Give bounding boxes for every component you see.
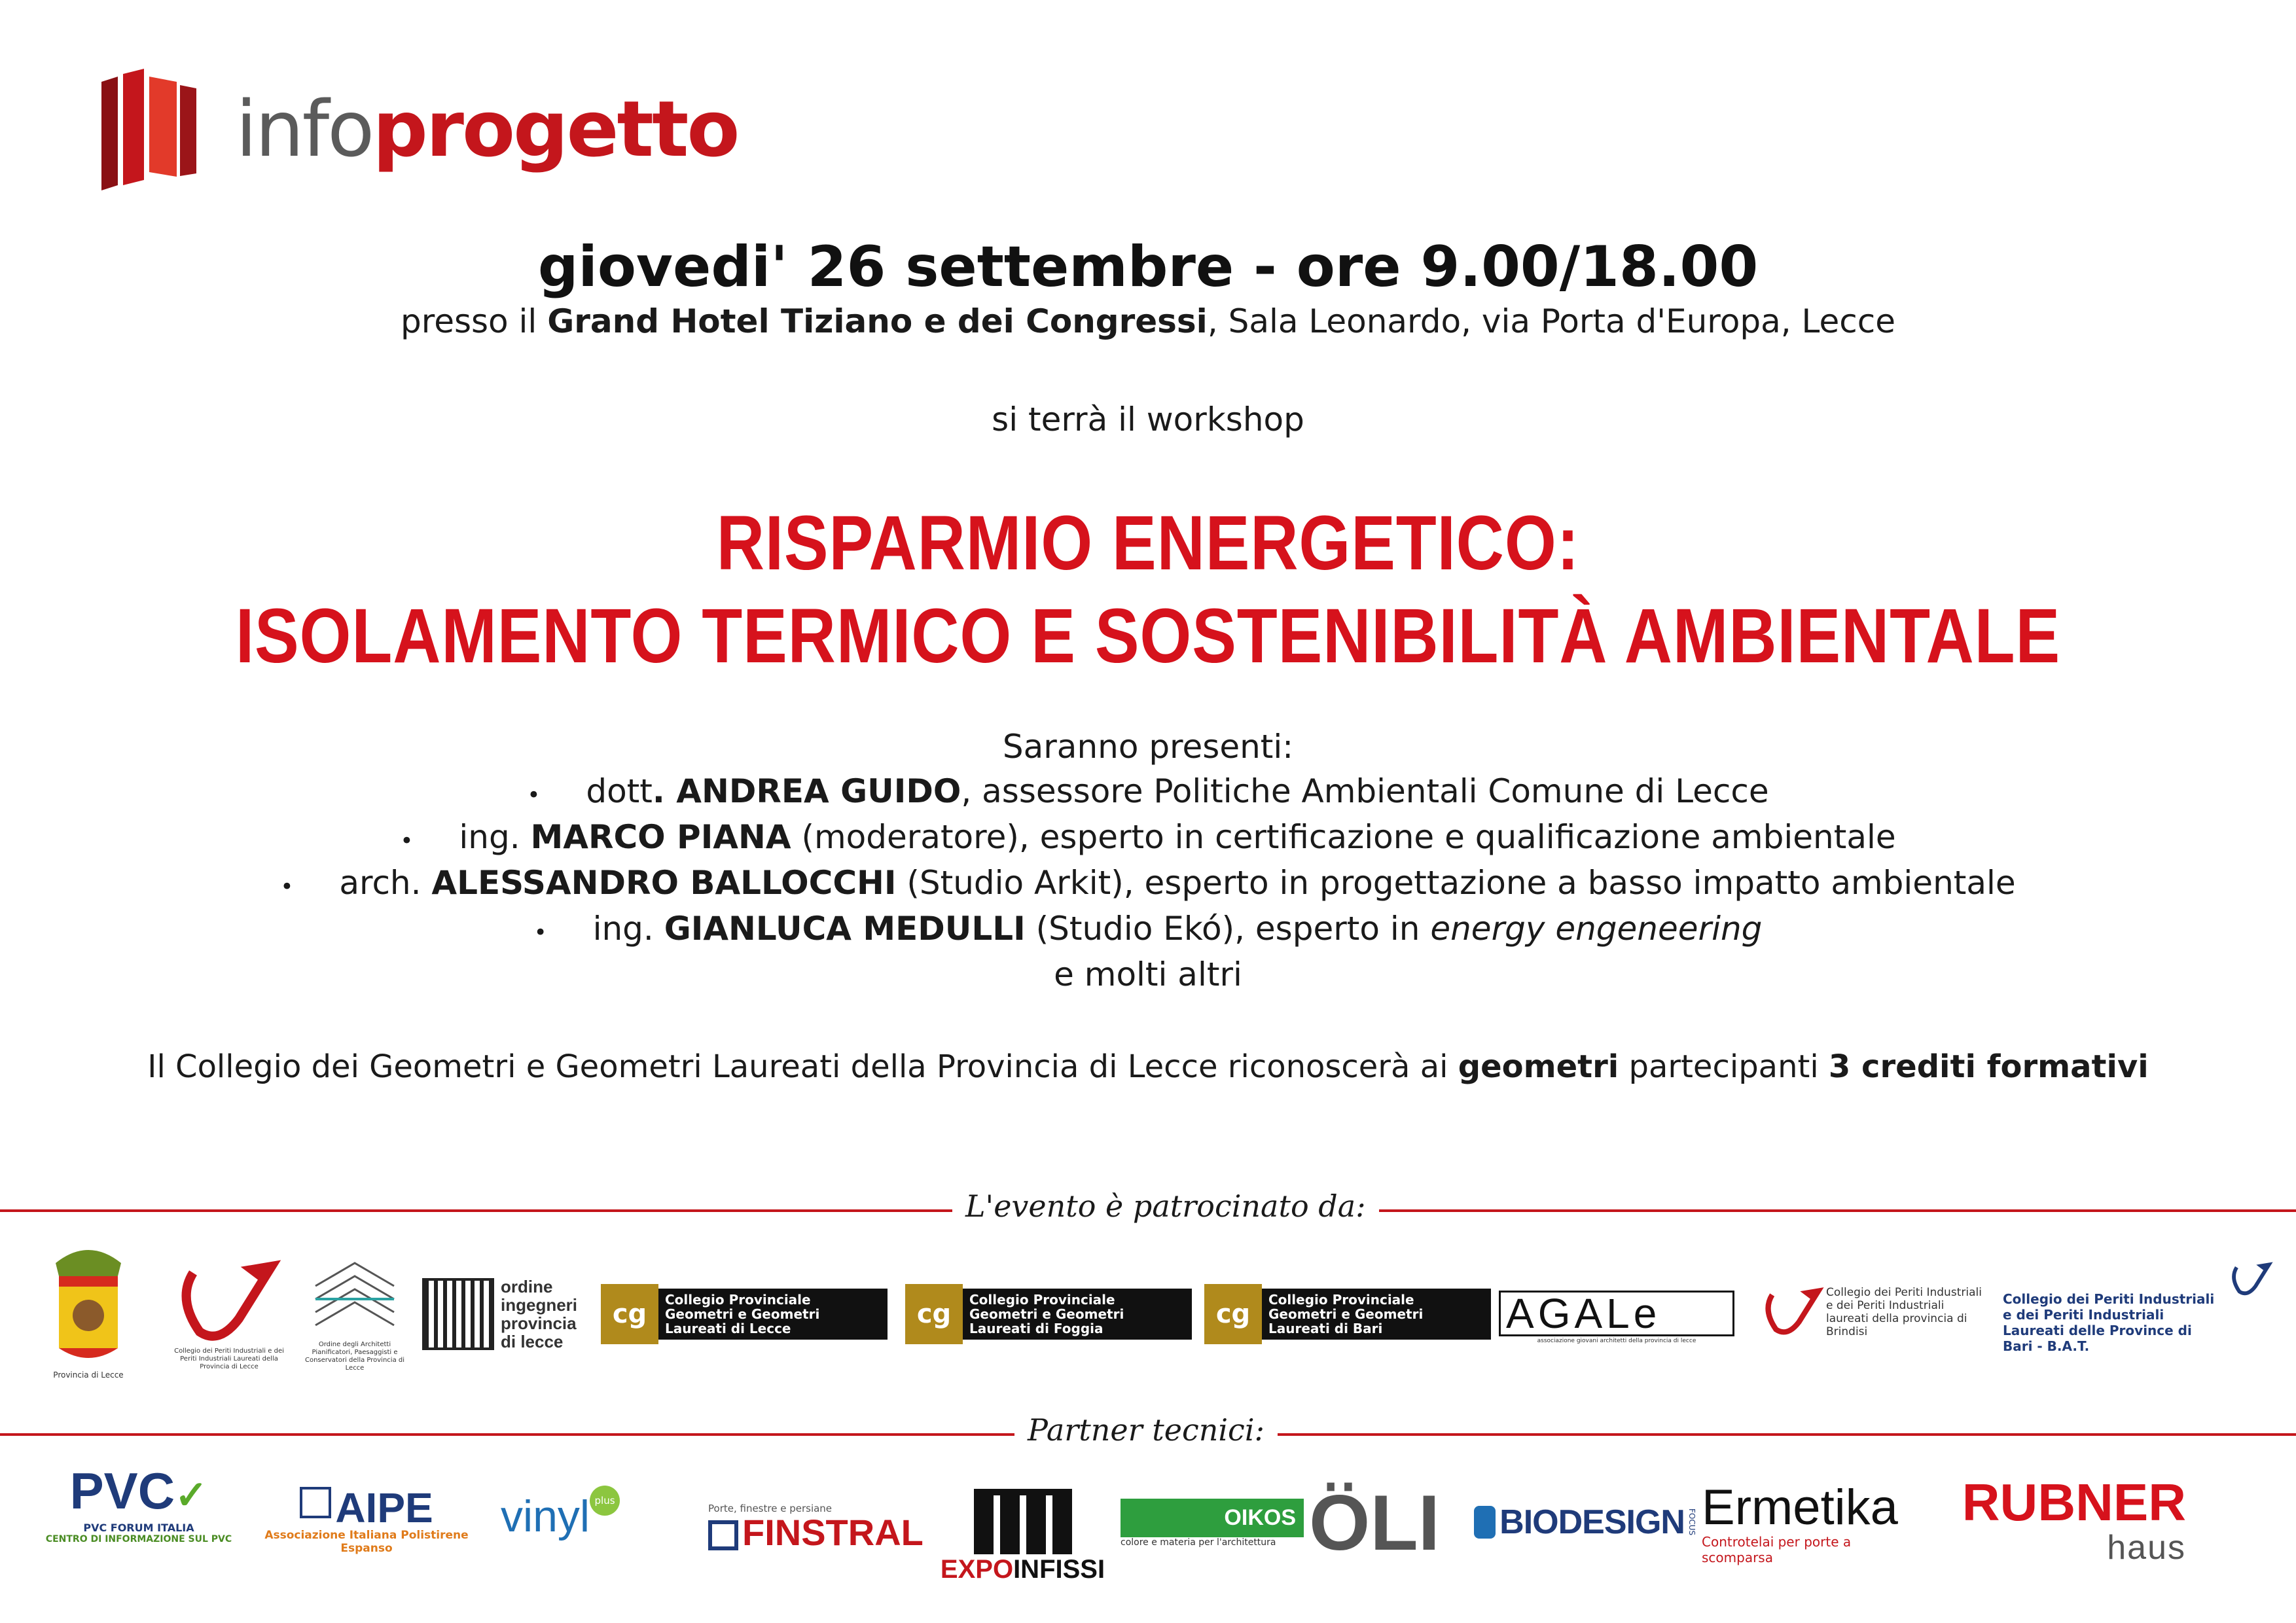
biodesign-mark-icon	[1474, 1506, 1496, 1539]
speaker-specialty: energy engeneering	[1430, 910, 1763, 948]
infoprogetto-wordmark	[236, 84, 738, 174]
speaker-name: ALESSANDRO BALLOCCHI	[431, 864, 897, 902]
speaker-item	[0, 864, 2296, 902]
pvc-forum-logo	[41, 1462, 237, 1544]
periti-bari-logo	[2003, 1260, 2271, 1358]
brand-part-progetto: progetto	[372, 84, 738, 174]
oikos-caption: colore e materia per l'architettura	[1121, 1537, 1276, 1548]
speaker-name: . ANDREA GUIDO	[652, 772, 961, 810]
event-venue	[0, 302, 2296, 340]
speaker-name: MARCO PIANA	[530, 818, 791, 856]
speaker-role: (Studio Ekó), esperto in	[1025, 910, 1431, 948]
expoinfissi-wordmark	[936, 1554, 1109, 1584]
architetti-lecce-logo	[302, 1260, 407, 1397]
oli-logo: ÖLI	[1309, 1479, 1440, 1567]
finstral-mark-icon	[708, 1520, 738, 1550]
geometri-lecce-logo	[601, 1284, 888, 1344]
speaker-role: (Studio Arkit), esperto in progettazione a basso impatto ambientale	[896, 864, 2016, 902]
agale-caption: associazione giovani architetti della provincia di lecce	[1537, 1338, 1696, 1344]
bullet: •	[527, 782, 541, 808]
speaker-role: (moderatore), esperto in certificazione e qualificazione ambientale	[791, 818, 1896, 856]
speakers-others: e molti altri	[1054, 955, 1242, 993]
pvc-sub1: PVC FORUM ITALIA	[83, 1522, 194, 1534]
ingegneri-lecce-logo	[422, 1273, 586, 1355]
vinyl-text: vinyl	[501, 1491, 590, 1541]
ingegneri-caption: ordine ingegneri provincia di lecce	[501, 1276, 578, 1351]
pvc-sub2: CENTRO DI INFORMAZIONE SUL PVC	[45, 1534, 232, 1544]
speakers-heading: Saranno presenti:	[1002, 728, 1294, 766]
infissi-text: INFISSI	[1013, 1555, 1105, 1584]
finstral-logo	[708, 1503, 931, 1551]
bullet: •	[400, 828, 414, 854]
credits-text: partecipanti	[1619, 1048, 1829, 1085]
coat-of-arms-icon	[36, 1237, 141, 1368]
patrons-label-wrap	[952, 1188, 1379, 1224]
biodesign-logo	[1474, 1503, 1696, 1542]
venue-prefix: presso il	[401, 302, 548, 340]
brand-part-info: info	[236, 84, 373, 174]
rubner-logo	[1937, 1473, 2186, 1567]
ingegneri-mark-icon	[422, 1278, 494, 1350]
geometri-bari-caption: Collegio Provinciale Geometri e Geometri Laureati di Bari	[1262, 1289, 1491, 1340]
pvc-wordmark	[41, 1462, 237, 1522]
workshop-title-line2: ISOLAMENTO TERMICO E SOSTENIBILITÀ AMBIENTALE	[235, 593, 2061, 679]
rubner-caption: haus	[2107, 1529, 2186, 1567]
periti-lecce-caption: Collegio dei Periti Industriali e dei Periti Industriali Laureati della Provincia di Lecce	[174, 1347, 284, 1370]
ermetika-wordmark: Ermetika	[1702, 1480, 1898, 1535]
expo-text: EXPO	[940, 1555, 1014, 1584]
aipe-logo	[239, 1484, 494, 1555]
rubner-wordmark: RUBNER	[1962, 1473, 2186, 1531]
event-date: giovedi' 26 settembre - ore 9.00/18.00	[537, 234, 1759, 300]
partners-label: Partner tecnici:	[1014, 1412, 1278, 1448]
aipe-wordmark	[239, 1484, 494, 1531]
workshop-title-line1: RISPARMIO ENERGETICO:	[716, 500, 1580, 586]
speaker-role: , assessore Politiche Ambientali Comune di Lecce	[961, 772, 1769, 810]
speaker-title: arch.	[339, 864, 432, 902]
speaker-title: dott	[586, 772, 653, 810]
geometri-bari-logo	[1204, 1284, 1491, 1344]
expoinfissi-logo	[936, 1489, 1109, 1584]
expoinfissi-mark-icon	[974, 1489, 1072, 1554]
agale-wordmark: AGALe	[1499, 1291, 1734, 1336]
periti-brindisi-logo	[1761, 1286, 1996, 1338]
geometri-foggia-caption: Collegio Provinciale Geometri e Geometri Laureati di Foggia	[963, 1289, 1192, 1340]
geometri-mark-icon: cg	[1204, 1284, 1262, 1344]
speaker-title: ing.	[592, 910, 664, 948]
aipe-caption: Associazione Italiana Polistirene Espanso	[264, 1529, 469, 1555]
infoprogetto-mark-icon	[92, 62, 209, 193]
periti-mark-icon	[1761, 1286, 1826, 1338]
periti-mark-icon	[173, 1260, 285, 1345]
periti-brindisi-caption: Collegio dei Periti Industriali e dei Periti Industriali laureati della provincia di Brindisi	[1826, 1286, 1982, 1338]
periti-mark-icon	[2229, 1260, 2274, 1299]
bullet: •	[533, 919, 547, 946]
bullet: •	[280, 874, 294, 900]
credits-text: Il Collegio dei Geometri e Geometri Laureati della Provincia di Lecce riconoscerà ai	[147, 1048, 1458, 1085]
speaker-item	[0, 818, 2296, 856]
aipe-text: AIPE	[335, 1484, 433, 1531]
credits-bold: geometri	[1458, 1048, 1619, 1085]
architetti-caption: Ordine degli Architetti Pianificatori, Paesaggisti e Conservatori della Provincia di Lecce	[304, 1341, 405, 1372]
pvc-text: PVC	[69, 1462, 175, 1520]
oikos-wordmark: OIKOS	[1121, 1499, 1304, 1537]
periti-lecce-logo	[173, 1260, 285, 1391]
speaker-name: GIANLUCA MEDULLI	[664, 910, 1026, 948]
venue-suffix: , Sala Leonardo, via Porta d'Europa, Lecce	[1207, 302, 1895, 340]
patrons-label: L'evento è patrocinato da:	[952, 1188, 1379, 1224]
vinylplus-logo	[501, 1486, 671, 1542]
speaker-title: ing.	[459, 818, 531, 856]
aipe-mark-icon	[300, 1487, 331, 1518]
geometri-foggia-logo	[905, 1284, 1192, 1344]
biodesign-text: BIODESIGN	[1499, 1503, 1685, 1541]
geometri-mark-icon: cg	[905, 1284, 963, 1344]
vinyl-plus-badge: plus	[590, 1486, 620, 1516]
periti-bari-caption: Collegio dei Periti Industriali e dei Periti Industriali Laureati delle Province di Bari - B.A.T.	[2003, 1291, 2215, 1354]
provincia-lecce-logo	[36, 1237, 141, 1394]
provincia-caption: Provincia di Lecce	[53, 1370, 124, 1380]
workshop-intro: si terrà il workshop	[992, 401, 1304, 438]
agale-logo	[1499, 1291, 1734, 1346]
check-icon: ✓	[175, 1473, 208, 1517]
finstral-wordmark	[708, 1514, 931, 1551]
venue-name: Grand Hotel Tiziano e dei Congressi	[547, 302, 1208, 340]
finstral-text: FINSTRAL	[742, 1512, 924, 1553]
partners-label-wrap	[1014, 1412, 1278, 1448]
speaker-item	[0, 772, 2296, 810]
speaker-item	[0, 910, 2296, 948]
biodesign-caption: FOCUS	[1687, 1508, 1696, 1536]
credits-note	[0, 1048, 2296, 1085]
geometri-lecce-caption: Collegio Provinciale Geometri e Geometri Laureati di Lecce	[658, 1289, 888, 1340]
ermetika-logo	[1702, 1482, 1924, 1565]
ermetika-caption: Controtelai per porte a scomparsa	[1702, 1534, 1852, 1565]
credits-bold: 3 crediti formativi	[1828, 1048, 2149, 1085]
architetti-mark-icon	[302, 1260, 407, 1338]
oikos-logo	[1121, 1499, 1304, 1548]
finstral-caption: Porte, finestre e persiane	[708, 1503, 833, 1514]
geometri-mark-icon: cg	[601, 1284, 658, 1344]
